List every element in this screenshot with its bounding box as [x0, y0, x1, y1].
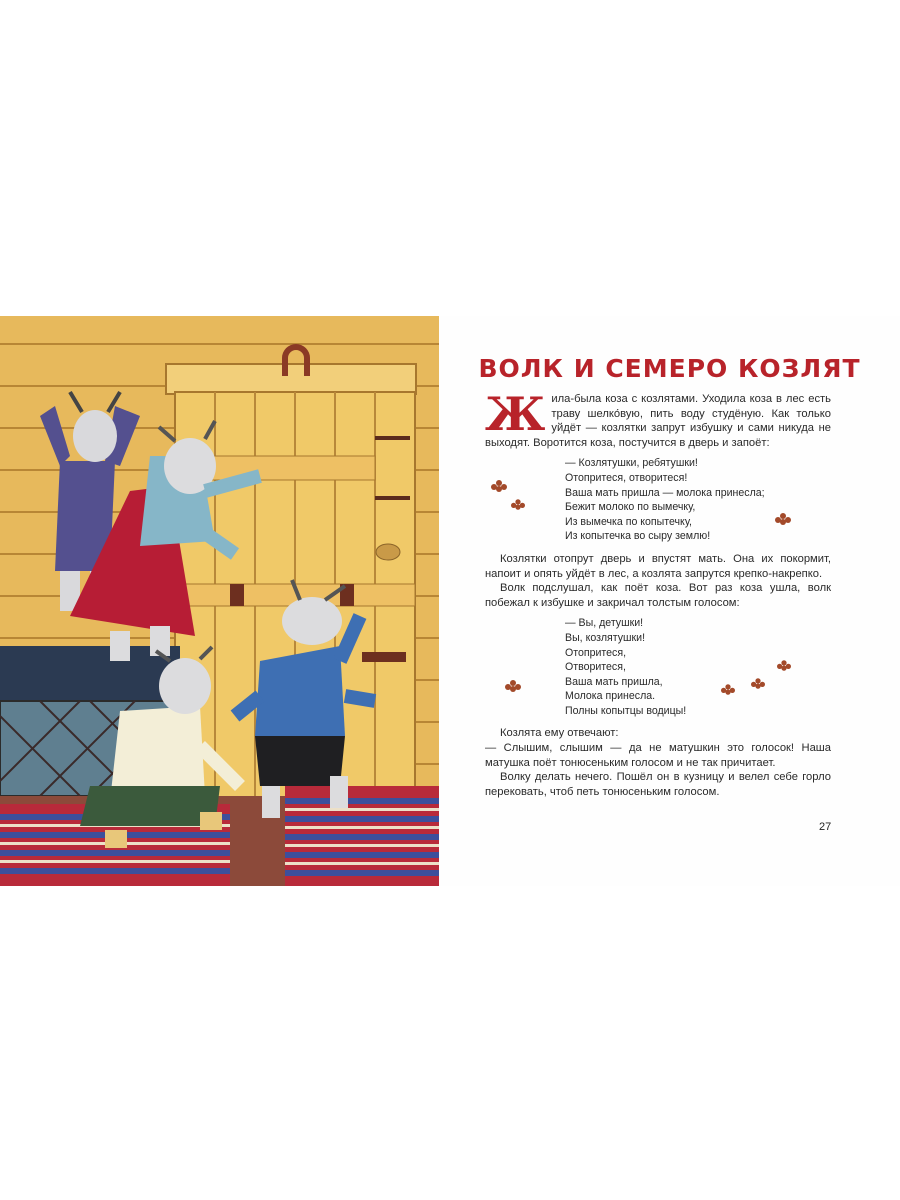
verse-wolf — [565, 616, 831, 718]
verse-line: Молока принесла. — [565, 690, 656, 703]
paragraph-4: Козлята ему отвечают: — [500, 727, 619, 740]
verse-line: Вы, козлятушки! — [565, 631, 646, 644]
verse-line: Отопритеся, отворитеся! — [565, 471, 688, 484]
flower-ornament-icon — [491, 480, 507, 492]
flower-ornament-icon — [511, 499, 525, 510]
verse-mother — [565, 456, 831, 544]
paragraph-5: — Слышим, слышим — да не матушкин это голосок! Наша матушка поёт тонюсеньким голосом и не так причитает. — [485, 742, 831, 769]
verse-line: Отопритеся, — [565, 646, 627, 659]
paragraph-6: Волку делать нечего. Пошёл он в кузницу и велел себе горло перековать, чтоб петь тонюсеньким голосом. — [485, 771, 831, 798]
illustration — [0, 316, 439, 886]
verse-line: Полны копытцы водицы! — [565, 704, 687, 717]
dropcap-letter: Ж — [485, 387, 546, 441]
flower-ornament-icon — [751, 678, 765, 689]
verse-line: Из копытечка во сыру землю! — [565, 530, 711, 543]
flower-ornament-icon — [777, 660, 791, 671]
page-number: 27 — [819, 821, 832, 833]
verse-line: Бежит молоко по вымечку, — [565, 501, 696, 514]
flower-ornament-icon — [775, 513, 791, 525]
verse-line: — Козлятушки, ребятушки! — [565, 457, 698, 470]
paragraph-intro: Жила-была коза с козлятами. Уходила коза в лес есть траву шелко́вую, пить воду студёную. Как только уйдёт — козлятки запрут избушку и сами никуда не выходят. Воротится коза, постучится в дверь и запоёт: — [485, 387, 831, 449]
verse-line: — Вы, детушки! — [565, 617, 644, 630]
verse-line: Отворитеся, — [565, 661, 626, 674]
verse-line: Ваша мать пришла, — [565, 675, 663, 688]
flower-ornament-icon — [505, 680, 521, 692]
story-title: ВОЛК И СЕМЕРО КОЗЛЯТ — [478, 354, 861, 383]
text-page — [439, 316, 900, 886]
story-text — [485, 387, 831, 799]
flower-ornament-icon — [721, 684, 735, 695]
verse-line: Ваша мать пришла — молока принесла; — [565, 486, 765, 499]
verse-line: Из вымечка по копытечку, — [565, 515, 692, 528]
paragraph-2: Козлятки отопрут дверь и впустят мать. Она их покормит, напоит и опять уйдёт в лес, а козлята запрутся крепко-накрепко. — [485, 552, 831, 580]
goat-kids-at-door-illustration — [0, 316, 439, 886]
paragraph-3: Волк подслушал, как поёт коза. Вот раз коза ушла, волк побежал к избушке и закричал толстым голосом: — [485, 582, 831, 609]
